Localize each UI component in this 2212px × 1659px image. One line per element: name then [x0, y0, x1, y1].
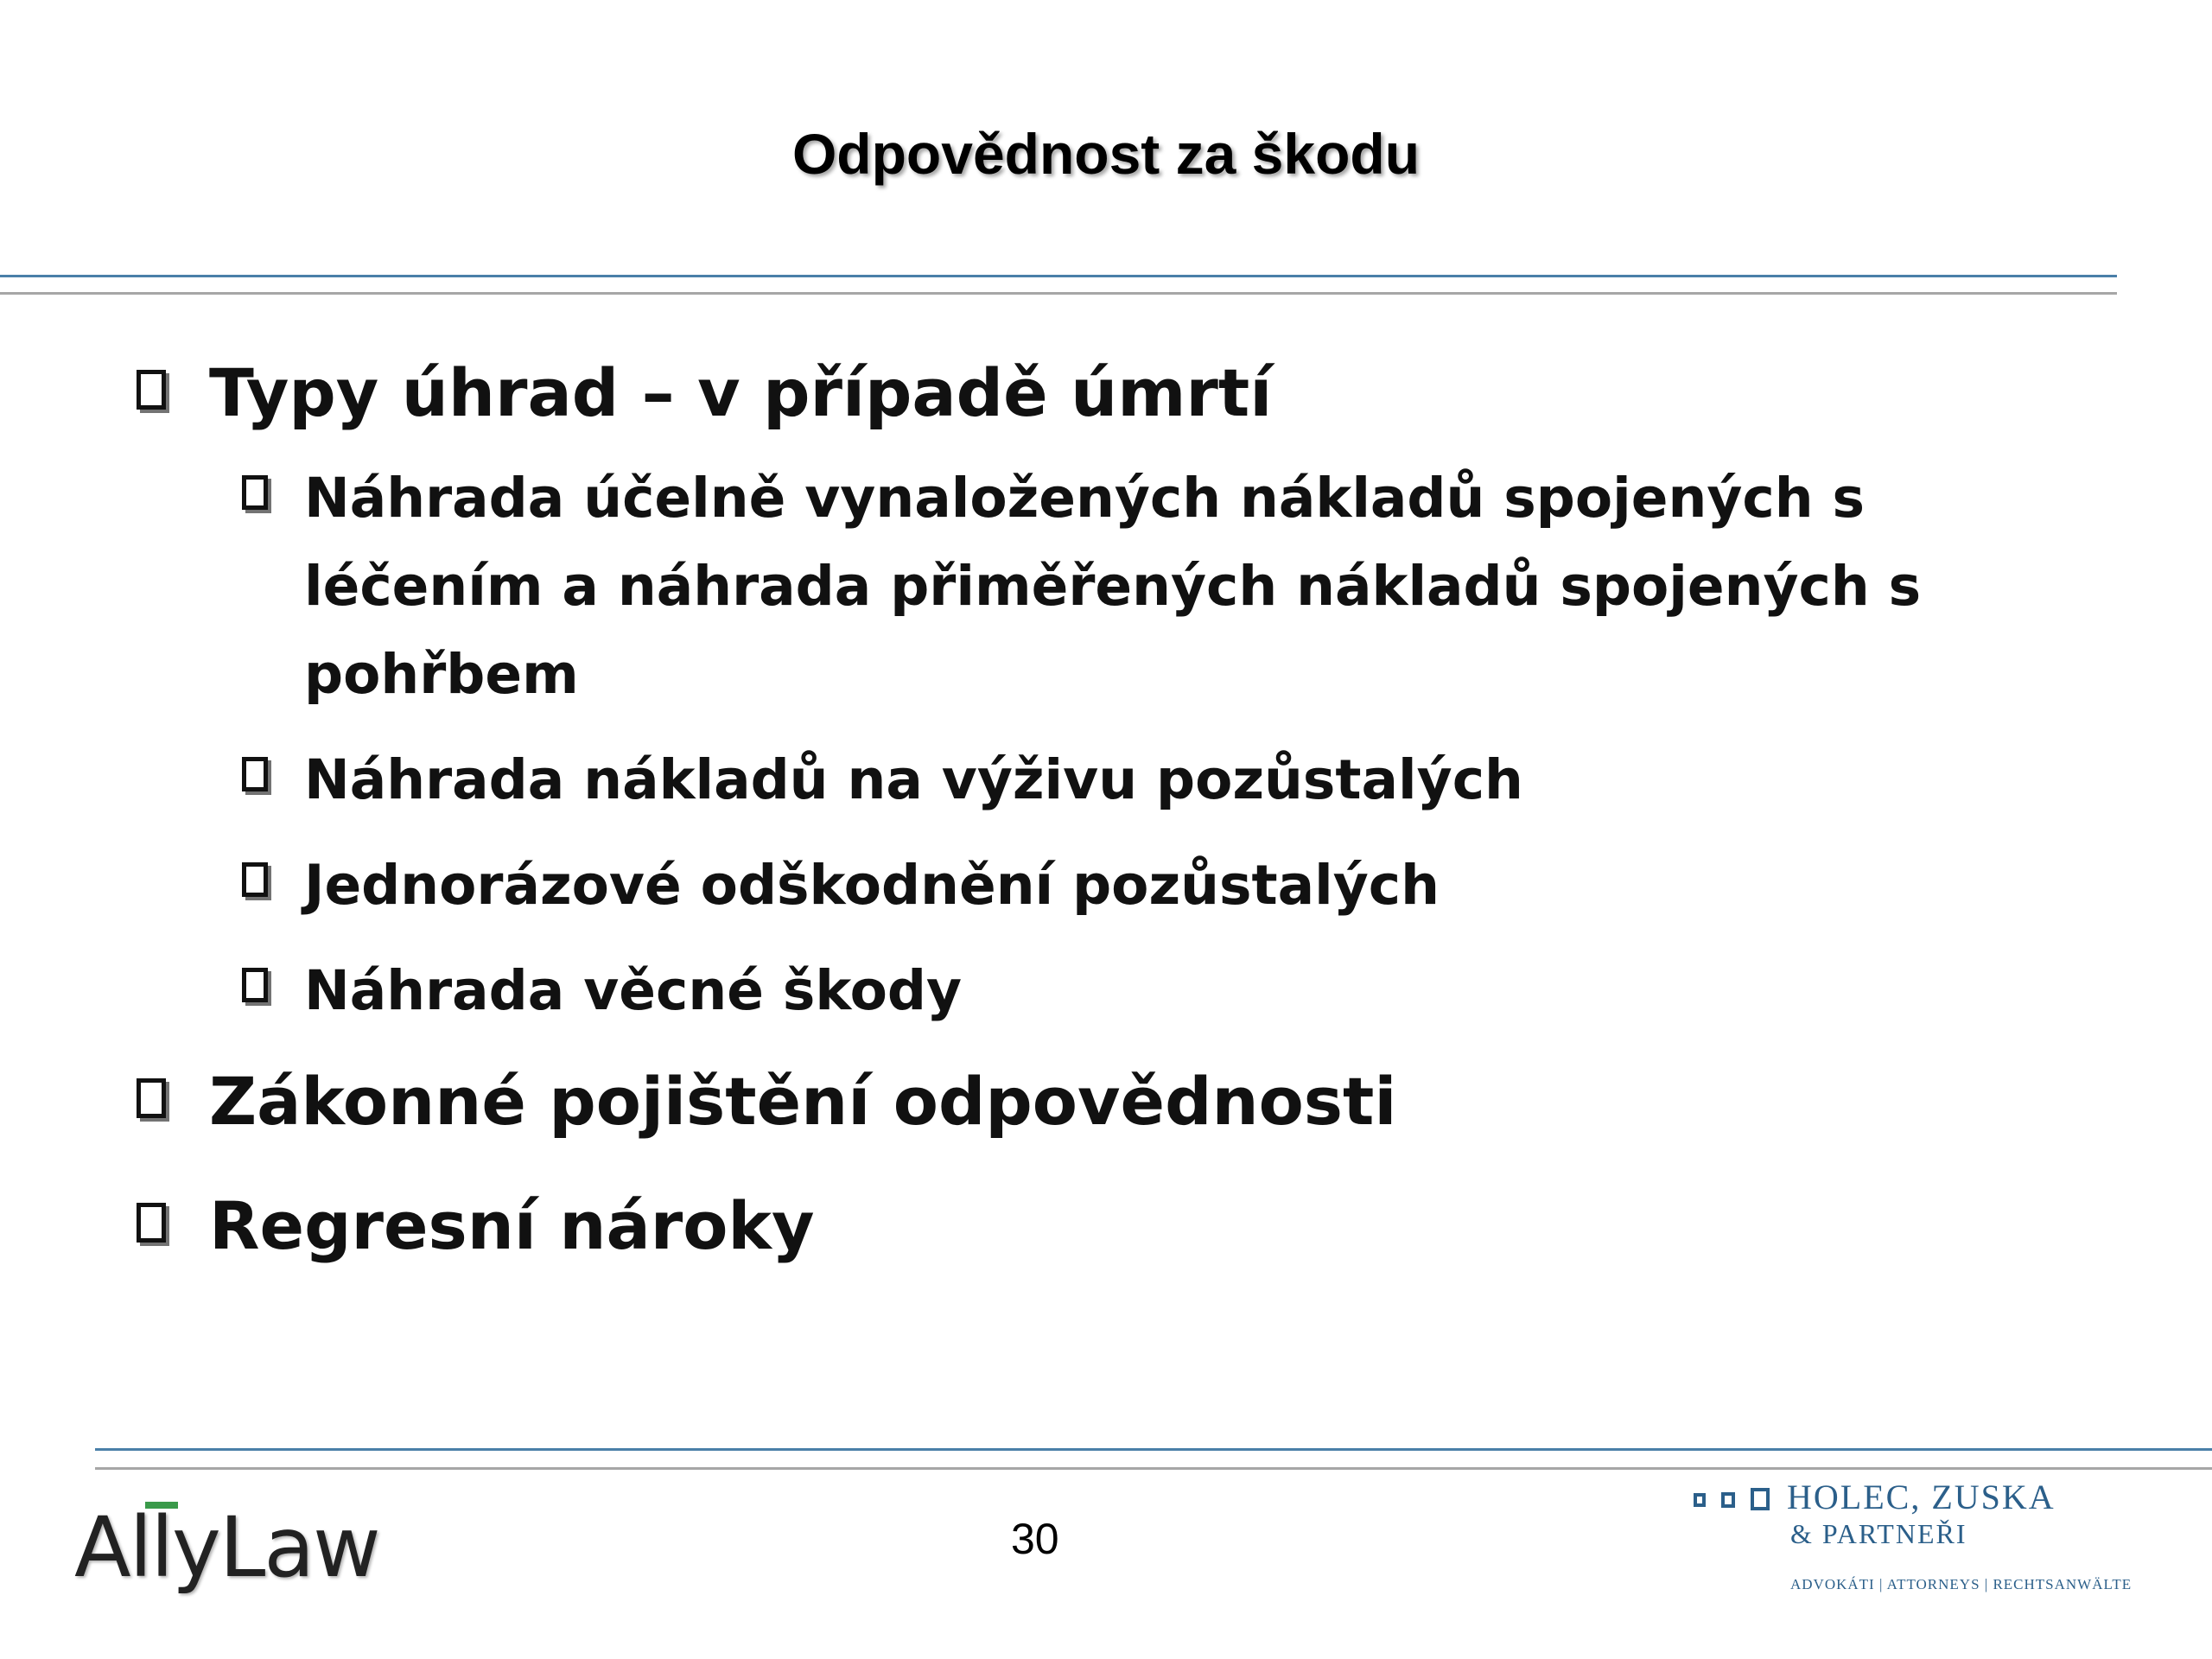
allylaw-logo: AllyLaw: [74, 1499, 379, 1596]
square-bullet-icon: [137, 1078, 166, 1118]
bullet-text: Zákonné pojištění odpovědnosti: [209, 1063, 1397, 1140]
square-bullet-icon: [242, 968, 268, 1002]
bullet-list: [130, 346, 2031, 1274]
square-bullet-icon: [242, 757, 268, 791]
square-bullet-icon: [242, 475, 268, 510]
sub-bullet-item: [130, 736, 2031, 824]
title-rule-blue: [0, 275, 2117, 277]
sub-bullet-item: [130, 842, 2031, 930]
sub-bullet-item: [130, 454, 2031, 719]
firm-logo-line1: HOLEC, ZUSKA: [1787, 1478, 2056, 1516]
square-bullet-icon: [137, 1203, 166, 1243]
bullet-text: Regresní nároky: [209, 1187, 815, 1264]
title-rule-gray: [0, 292, 2117, 295]
bullet-item: [130, 346, 2031, 441]
page-title: Odpovědnost za škodu: [791, 122, 1421, 186]
sub-bullet-text: Náhrada věcné škody: [304, 959, 963, 1022]
firm-logo-tagline: ADVOKÁTI | ATTORNEYS | RECHTSANWÄLTE: [1790, 1576, 2133, 1592]
square-bullet-icon: [242, 862, 268, 897]
bullet-text: Typy úhrad – v případě úmrtí: [209, 354, 1273, 431]
firm-logo-line2: & PARTNEŘI: [1790, 1518, 1967, 1549]
footer-rule-gray: [95, 1467, 2212, 1470]
sub-bullet-text: Náhrada účelně vynaložených nákladů spojených s léčením a náhrada přiměřených nákladů spojených s pohřbem: [304, 467, 1922, 706]
bullet-item: [130, 1054, 2031, 1149]
firm-logo-name: [1787, 1479, 2056, 1552]
sub-bullet-text: Náhrada nákladů na výživu pozůstalých: [304, 748, 1523, 811]
bullet-item: [130, 1179, 2031, 1274]
footer-rule-blue: [95, 1448, 2212, 1451]
sub-bullet-item: [130, 947, 2031, 1035]
page-number: 30: [1011, 1515, 1059, 1563]
sub-bullet-text: Jednorázové odškodnění pozůstalých: [304, 854, 1440, 917]
square-bullet-icon: [137, 370, 166, 410]
